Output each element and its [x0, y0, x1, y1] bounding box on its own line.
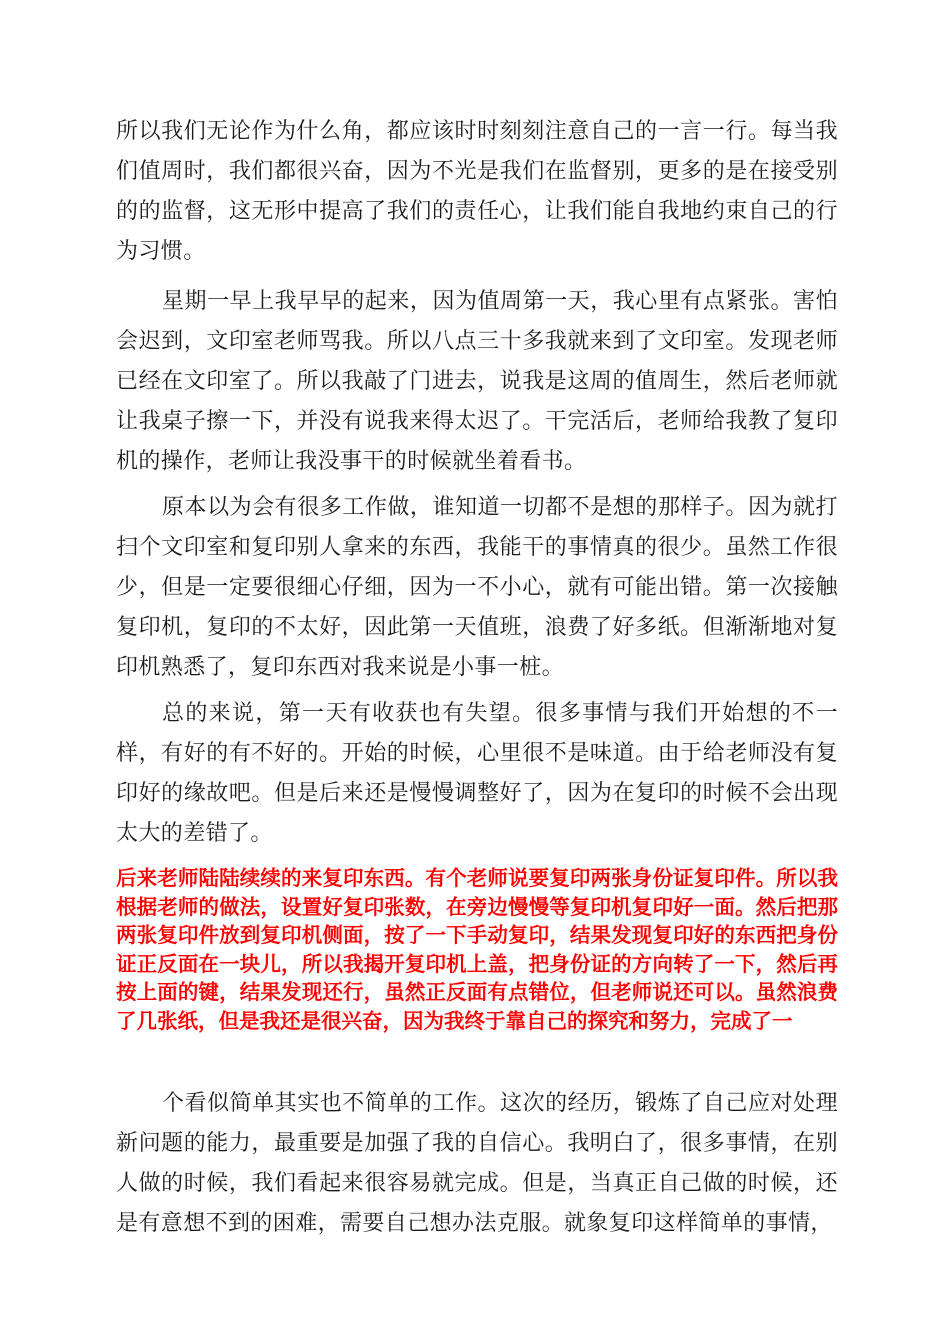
highlighted-paragraph: 后来老师陆陆续续的来复印东西。有个老师说要复印两张身份证复印件。所以我根据老师的做法，设置好复印张数，在旁边慢慢等复印机复印好一面。然后把那两张复印件放到复印机侧面，按了一下手动复印，结果发现复印好的东西把身份证正反面在一块儿，所以我揭开复印机上盖，把身份证的方向转了一下，然后再按上面的键，结果发现还行，虽然正反面有点错位，但老师说还可以。虽然浪费了几张纸，但是我还是很兴奋，因为我终于靠自己的探究和努力，完成了一 — [116, 866, 838, 1033]
paragraph-3: 原本以为会有很多工作做，谁知道一切都不是想的那样子。因为就打扫个文印室和复印别人拿来的东西，我能干的事情真的很少。虽然工作很少，但是一定要很细心仔细，因为一不小心，就有可能出错。第一次接触复印机，复印的不太好，因此第一天值班，浪费了好多纸。但渐渐地对复印机熟悉了，复印东西对我来说是小事一桩。 — [116, 495, 838, 680]
paragraph-2: 星期一早上我早早的起来，因为值周第一天，我心里有点紧张。害怕会迟到，文印室老师骂我。所以八点三十多我就来到了文印室。发现老师已经在文印室了。所以我敲了门进去，说我是这周的值周生，然后老师就让我桌子擦一下，并没有说我来得太迟了。干完活后，老师给我教了复印机的操作，老师让我没事干的时候就坐着看书。 — [116, 289, 838, 474]
paragraph-1: 所以我们无论作为什么角，都应该时时刻刻注意自己的一言一行。每当我们值周时，我们都很兴奋，因为不光是我们在监督别，更多的是在接受别的的监督，这无形中提高了我们的责任心，让我们能自我地约束自己的行为习惯。 — [116, 119, 838, 264]
paragraph-6: 个看似简单其实也不简单的工作。这次的经历，锻炼了自己应对处理新问题的能力，最重要是加强了我的自信心。我明白了，很多事情，在别人做的时候，我们看起来很容易就完成。但是，当真正自己做的时候，还是有意想不到的困难，需要自己想办法克服。就象复印这样简单的事情， — [116, 1091, 838, 1236]
paragraph-4: 总的来说，第一天有收获也有失望。很多事情与我们开始想的不一样，有好的有不好的。开始的时候，心里很不是味道。由于给老师没有复印好的缘故吧。但是后来还是慢慢调整好了，因为在复印的时候不会出现太大的差错了。 — [116, 701, 838, 846]
